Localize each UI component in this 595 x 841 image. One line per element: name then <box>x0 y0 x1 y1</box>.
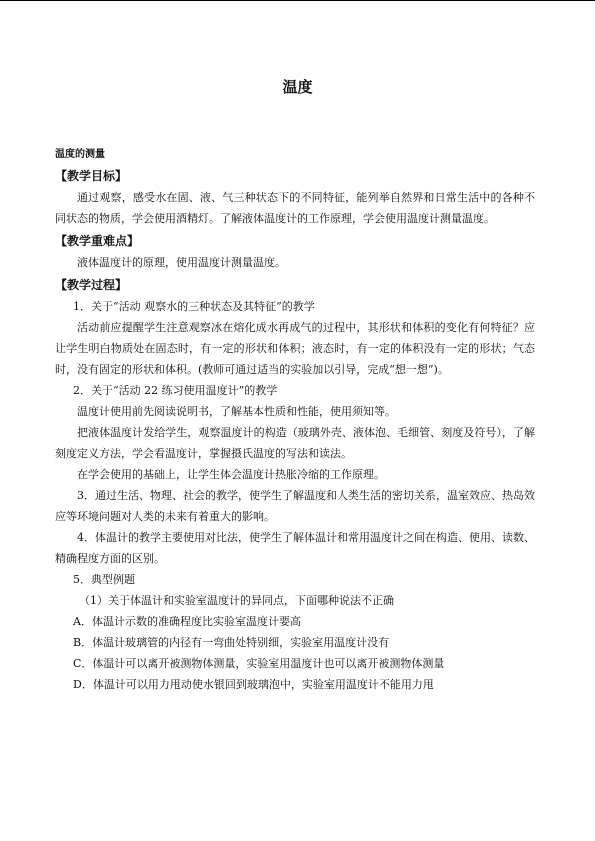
document-body <box>55 146 535 695</box>
process-item-2-text-c: 在学会使用的基础上，让学生体会温度计热胀冷缩的工作原理。 <box>77 468 385 481</box>
example-question: （1）关于体温计和实验室温度计的异同点，下面哪种说法不正确 <box>79 594 394 607</box>
option-d: D．体温计可以用力甩动使水银回到玻璃泡中，实验室用温度计不能用力甩 <box>73 678 434 691</box>
process-heading: 【教学过程】 <box>55 278 128 292</box>
top-rule <box>0 0 595 1</box>
key-points-heading: 【教学重难点】 <box>55 234 140 248</box>
goals-text: 通过观察，感受水在固、液、气三种状态下的不同特征，能列举自然界和日常生活中的各种不同状态的物质，学会使用酒精灯。了解液体温度计的工作原理，学会使用温度计测量温度。 <box>55 191 535 225</box>
option-c: C．体温计可以离开被测物体测量，实验室用温度计也可以离开被测物体测量 <box>73 657 445 670</box>
goals-heading: 【教学目标】 <box>55 169 128 183</box>
process-item-2-title: 2．关于“活动 22 练习使用温度计”的教学 <box>73 384 278 397</box>
section-title: 温度的测量 <box>55 149 105 160</box>
key-points-text: 液体温度计的原理，使用温度计测量温度。 <box>77 256 286 269</box>
process-item-3: 3．通过生活、物理、社会的教学，使学生了解温度和人类生活的密切关系，温室效应、热岛效应等环境问题对人类的未来有着重大的影响。 <box>55 489 535 523</box>
process-item-2-text-a: 温度计使用前先阅读说明书，了解基本性质和性能，使用须知等。 <box>77 405 396 418</box>
process-item-5-title: 5．典型例题 <box>73 573 135 586</box>
option-a: A．体温计示数的准确程度比实验室温度计要高 <box>73 615 301 628</box>
page-title: 温度 <box>282 78 313 96</box>
process-item-1-title: 1．关于“活动 观察水的三种状态及其特征”的教学 <box>73 300 315 313</box>
process-item-1-text: 活动前应提醒学生注意观察冰在熔化成水再成气的过程中，其形状和体积的变化有何特征？应让学生明白物质处在固态时，有一定的形状和体积；液态时，有一定的体积没有一定的形状；气态时，没有固定的形状和体积。(教师可通过适当的实验加以引导，完成“想一想”)。 <box>55 321 535 376</box>
process-item-2-text-b: 把液体温度计发给学生，观察温度计的构造（玻璃外壳、液体泡、毛细管、刻度及符号），了解刻度定义方法，学会看温度计，掌握摄氏温度的写法和读法。 <box>55 426 535 460</box>
option-b: B．体温计玻璃管的内径有一弯曲处特别细，实验室用温度计没有 <box>73 636 390 649</box>
process-item-4: 4．体温计的教学主要使用对比法，使学生了解体温计和常用温度计之间在构造、使用、读数、精确程度方面的区别。 <box>55 531 535 565</box>
